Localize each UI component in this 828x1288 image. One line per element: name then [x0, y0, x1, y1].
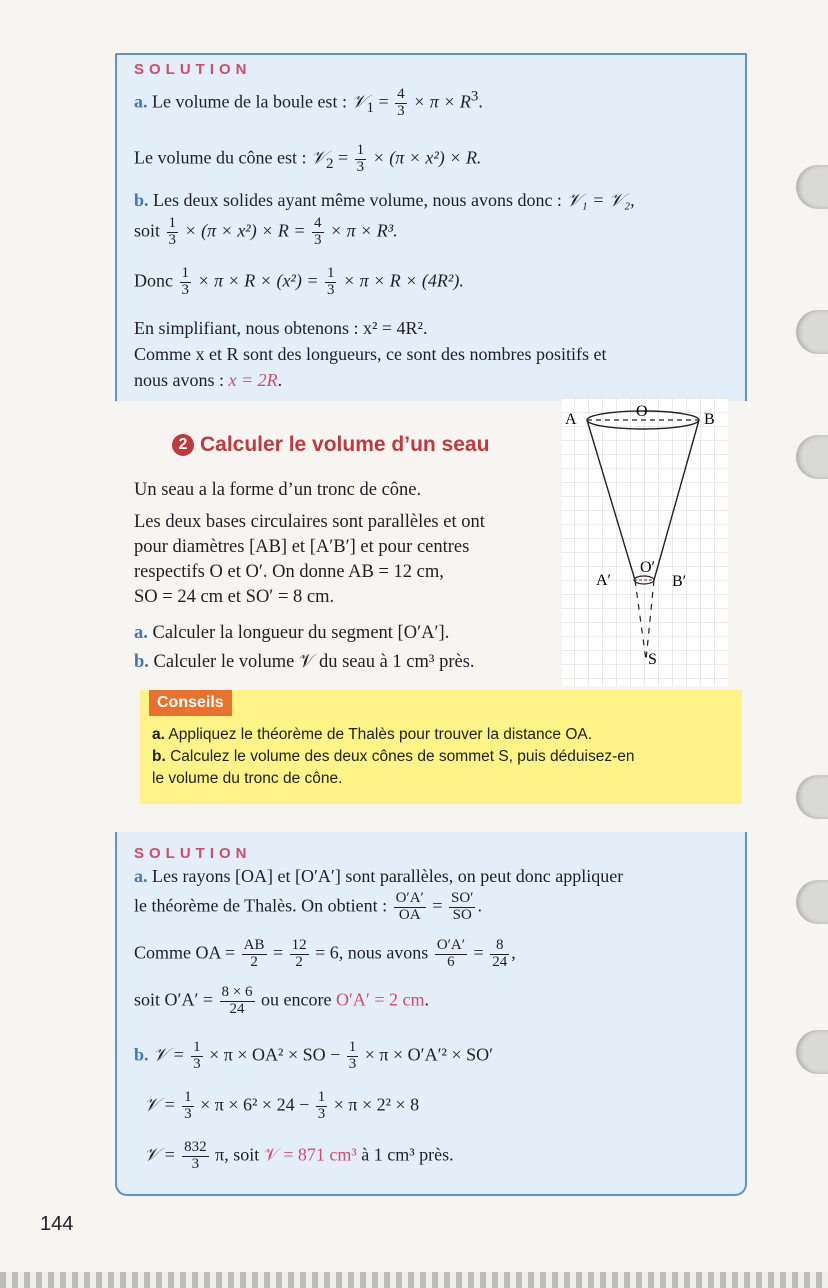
label-B: B	[704, 411, 715, 428]
result-highlight: x = 2R	[228, 370, 278, 390]
page-number: 144	[40, 1213, 74, 1235]
exercise-heading: 2 Calculer le volume d’un seau	[172, 433, 489, 457]
conseils-text: a. Appliquez le théorème de Thalès pour trouver la distance OA. b. Calculez le volume des deux cônes de sommet S, puis déduisez-en le volume du tronc de cône.	[152, 726, 635, 787]
label-B-prime: B′	[672, 573, 687, 590]
solution1-line-soit: soit $\frac{1}{3}$ × (π × x²) × R = $\frac{4}{3}$ × π × R³.	[134, 215, 398, 248]
question-a: a. Calculer la longueur du segment [O′A′].	[134, 623, 450, 643]
solution2-line-b2: 𝒱 = $\frac{1}{3}$ × π × 6² × 24 − $\frac{1}{3}$ × π × 2² × 8	[144, 1089, 420, 1122]
conseils-tag: Conseils	[149, 690, 232, 716]
result-a-highlight: O′A′ = 2 cm	[335, 989, 425, 1010]
question-b: b. Calculer le volume 𝒱 du seau à 1 cm³ près.	[134, 652, 475, 672]
exercise-statement: Les deux bases circulaires sont parallèles et ont pour diamètres [AB] et [A′B′] et pour centres respectifs O et O′. On donne AB = 12 cm, SO = 24 cm et SO′ = 8 cm.	[134, 512, 485, 607]
figure-grid	[562, 398, 728, 686]
label-O-prime: O′	[640, 559, 656, 576]
page-bottom-edge	[0, 1272, 828, 1288]
solution1-line-b: b. Les deux solides ayant même volume, nous avons donc : 𝒱₁ = 𝒱₂,	[134, 190, 635, 210]
binder-hole	[796, 1030, 828, 1074]
label-O: O	[636, 403, 648, 420]
fraction-1-3: $\frac{1}{3}$	[168, 215, 177, 248]
fraction-4-3: $\frac{4}{3}$	[397, 86, 405, 119]
binder-hole	[796, 880, 828, 924]
fraction-4-3: $\frac{4}{3}$	[314, 215, 322, 248]
bucket-figure	[560, 398, 730, 688]
exercise-number-badge: 2	[172, 434, 194, 456]
binder-hole	[796, 310, 828, 354]
solution1-line-a: a. Le volume de la boule est : 𝒱$_1$ = $\frac{4}{3}$ × $\pi \times R^3$.	[134, 86, 483, 119]
fraction-1-3: $\frac{1}{3}$	[181, 265, 189, 298]
solution1-line-cone: Le volume du cône est : 𝒱$_2$ = $\frac{1}{3}$ × (π × x²) × R.	[134, 142, 482, 175]
solution2-line-soit: soit O′A′ = $\frac{8 \times 6}{24}$ ou encore O′A′ = 2 cm.	[134, 984, 429, 1017]
solution-title-1: SOLUTION	[134, 61, 252, 78]
binder-hole	[796, 165, 828, 209]
solution2-line-b1: b. 𝒱 = $\frac{1}{3}$ × π × OA² × SO − $\frac{1}{3}$ × π × O′A′² × SO′	[134, 1039, 494, 1072]
solution2-line-a2: le théorème de Thalès. On obtient : $\frac{O'A'}{OA}$ = $\frac{SO'}{SO}$ .	[134, 890, 482, 923]
solution1-line-simplify: En simplifiant, nous obtenons : x² = 4R².	[134, 318, 428, 338]
solution1-line-result: nous avons : x = 2R.	[134, 370, 283, 390]
label-S: S	[648, 651, 657, 668]
result-b-highlight: 𝒱 = 871 cm³	[263, 1144, 357, 1165]
solution1-line-comme: Comme x et R sont des longueurs, ce sont des nombres positifs et	[134, 344, 607, 364]
solution1-line-donc: Donc $\frac{1}{3}$ × π × R × (x²) = $\frac{1}{3}$ × π × R × (4R²).	[134, 265, 464, 298]
solution2-line-comme: Comme OA = $\frac{AB}{2}$ = $\frac{12}{2}$ = 6, nous avons $\frac{O'A'}{6}$ = $\frac{8}{24}$ ,	[134, 937, 516, 970]
solution2-line-a1: a. Les rayons [OA] et [O′A′] sont parallèles, on peut donc appliquer	[134, 866, 624, 886]
binder-hole	[796, 435, 828, 479]
fraction-1-3: $\frac{1}{3}$	[356, 142, 365, 175]
fraction-1-3: $\frac{1}{3}$	[326, 265, 335, 298]
solution-title-2: SOLUTION	[134, 845, 252, 862]
solution2-line-b3: 𝒱 = $\frac{832}{3}$ π, soit 𝒱 = 871 cm³ à 1 cm³ près.	[144, 1139, 454, 1172]
binder-hole	[796, 775, 828, 819]
exercise-intro: Un seau a la forme d’un tronc de cône.	[134, 480, 422, 500]
label-A: A	[565, 411, 577, 428]
label-A-prime: A′	[596, 572, 612, 589]
